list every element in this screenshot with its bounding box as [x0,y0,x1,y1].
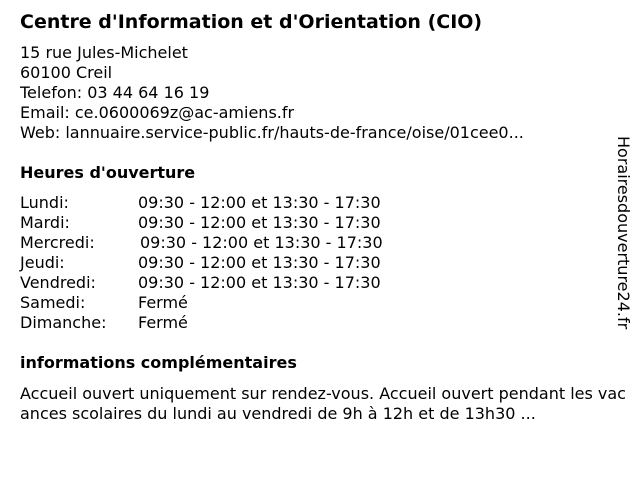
day-hours: Fermé [138,313,188,332]
city-address: 60100 Creil [20,63,113,82]
day-label: Dimanche: [20,313,107,332]
day-hours: Fermé [138,293,188,312]
additional-info-heading: informations complémentaires [20,353,297,372]
phone-number: Telefon: 03 44 64 16 19 [20,83,210,102]
day-hours: 09:30 - 12:00 et 13:30 - 17:30 [138,213,381,232]
opening-hours-heading: Heures d'ouverture [20,163,196,182]
day-label: Vendredi: [20,273,96,292]
additional-info-text: Accueil ouvert uniquement sur rendez-vous. Accueil ouvert pendant les vacances scolaires du lundi au vendredi de 9h à 12h et de 13h30 ... [20,384,626,423]
day-hours: 09:30 - 12:00 et 13:30 - 17:30 [138,253,381,272]
site-watermark: Horairesdouverture24.fr [614,136,633,330]
day-hours: 09:30 - 12:00 et 13:30 - 17:30 [138,273,381,292]
day-label: Mardi: [20,213,70,232]
day-hours: 09:30 - 12:00 et 13:30 - 17:30 [140,233,383,252]
address-block [20,43,524,143]
website-url: Web: lannuaire.service-public.fr/hauts-de-france/oise/01cee0... [20,123,524,142]
day-label: Samedi: [20,293,86,312]
email-address: Email: ce.0600069z@ac-amiens.fr [20,103,295,122]
street-address: 15 rue Jules-Michelet [20,43,188,62]
day-label: Jeudi: [20,253,65,272]
day-label: Mercredi: [20,233,95,252]
day-label: Lundi: [20,193,69,212]
day-hours: 09:30 - 12:00 et 13:30 - 17:30 [138,193,381,212]
page-title: Centre d'Information et d'Orientation (CIO) [20,11,483,33]
